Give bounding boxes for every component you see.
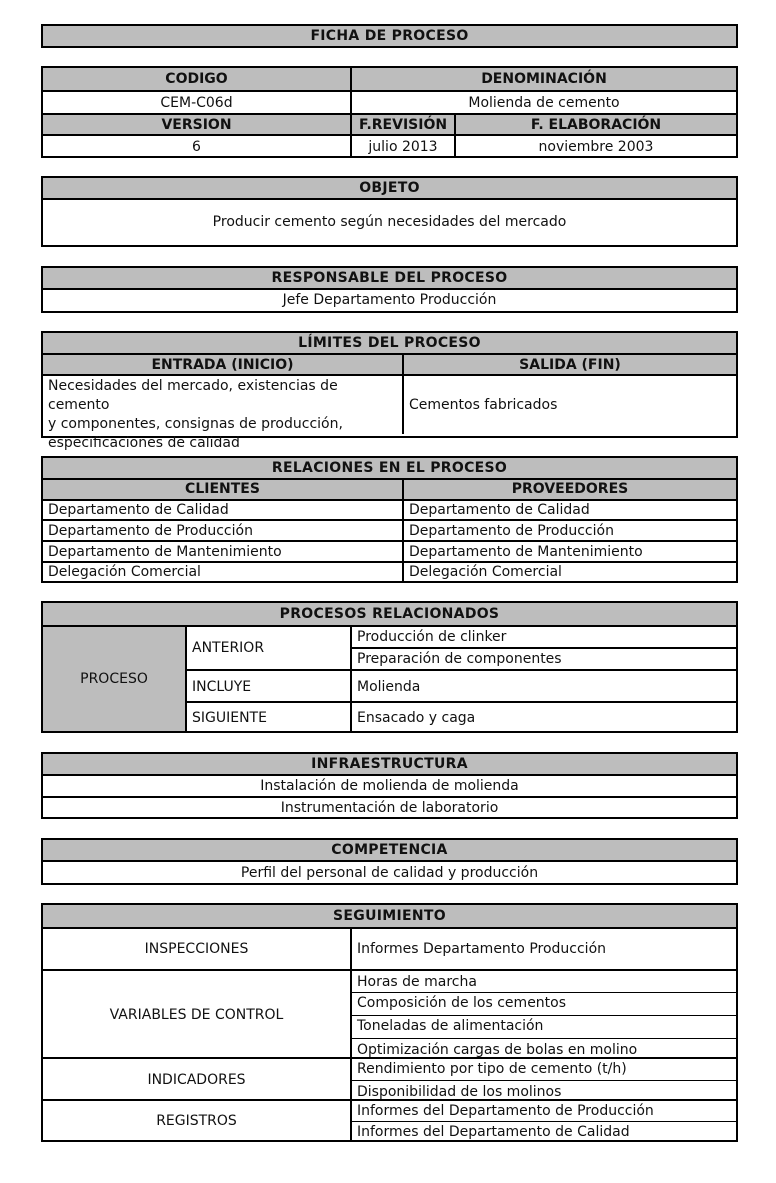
variable-item: Horas de marcha — [357, 974, 477, 990]
frevision-value: julio 2013 — [352, 136, 456, 156]
inspecciones-label: INSPECCIONES — [43, 929, 352, 969]
relaciones-title: RELACIONES EN EL PROCESO — [43, 458, 736, 480]
codigo-label: CODIGO — [43, 68, 352, 90]
version-value: 6 — [43, 136, 352, 156]
proveedor-item: Departamento de Calidad — [409, 502, 590, 518]
relaciones-block — [41, 456, 738, 583]
entrada-line: especificaciones de calidad — [48, 435, 240, 451]
registros-label: REGISTROS — [43, 1101, 352, 1140]
proveedor-item: Departamento de Mantenimiento — [409, 544, 643, 560]
objeto-block — [41, 176, 738, 247]
infra-item: Instrumentación de laboratorio — [43, 796, 736, 819]
objeto-title: OBJETO — [43, 178, 736, 200]
codigo-value: CEM-C06d — [43, 92, 352, 113]
competencia-text: Perfil del personal de calidad y producción — [240, 865, 539, 881]
siguiente-label: SIGUIENTE — [187, 703, 352, 731]
denominacion-label: DENOMINACIÓN — [352, 68, 736, 90]
proveedor-item: Departamento de Producción — [409, 523, 614, 539]
procesos-title: PROCESOS RELACIONADOS — [43, 603, 736, 627]
ficha-title-block — [41, 24, 738, 48]
proveedores-label: PROVEEDORES — [404, 480, 736, 499]
cliente-item: Delegación Comercial — [43, 563, 404, 581]
ident-block — [41, 66, 738, 158]
frevision-label: F.REVISIÓN — [352, 115, 456, 134]
felaboracion-value: noviembre 2003 — [538, 139, 654, 155]
entrada-line: Necesidades del mercado, existencias de cemento — [48, 378, 338, 413]
variable-item: Toneladas de alimentación — [352, 1015, 736, 1038]
salida-text: Cementos fabricados — [409, 397, 558, 413]
infra-block — [41, 752, 738, 819]
entrada-label: ENTRADA (INICIO) — [43, 355, 404, 374]
anterior-item: Producción de clinker — [357, 629, 507, 645]
clientes-label: CLIENTES — [43, 480, 404, 499]
procesos-block — [41, 601, 738, 733]
indicador-item: Disponibilidad de los molinos — [352, 1080, 736, 1102]
denominacion-value: Molienda de cemento — [468, 95, 620, 111]
indicadores-label: INDICADORES — [43, 1059, 352, 1099]
seguimiento-title: SEGUIMIENTO — [43, 905, 736, 929]
variable-item: Optimización cargas de bolas en molino — [352, 1038, 736, 1060]
felaboracion-label: F. ELABORACIÓN — [456, 115, 736, 134]
cliente-item: Departamento de Mantenimiento — [43, 542, 404, 561]
proveedor-item: Delegación Comercial — [409, 564, 562, 580]
entrada-text — [43, 376, 404, 451]
proceso-label: PROCESO — [43, 627, 187, 731]
indicador-item: Rendimiento por tipo de cemento (t/h) — [357, 1061, 627, 1077]
infra-item: Instalación de molienda de molienda — [260, 778, 519, 794]
competencia-title: COMPETENCIA — [43, 840, 736, 862]
responsable-text: Jefe Departamento Producción — [282, 292, 497, 308]
responsable-title: RESPONSABLE DEL PROCESO — [43, 268, 736, 290]
entrada-line: y componentes, consignas de producción, — [48, 416, 343, 432]
version-label: VERSION — [43, 115, 352, 134]
siguiente-value: Ensacado y caga — [357, 710, 476, 726]
registro-item: Informes del Departamento de Producción — [357, 1103, 654, 1119]
cliente-item: Departamento de Producción — [43, 521, 404, 540]
variable-item: Composición de los cementos — [352, 992, 736, 1015]
anterior-item: Preparación de componentes — [352, 647, 736, 671]
competencia-block — [41, 838, 738, 885]
seguimiento-block — [41, 903, 738, 1142]
limites-title: LÍMITES DEL PROCESO — [43, 333, 736, 355]
ficha-title: FICHA DE PROCESO — [43, 26, 736, 46]
responsable-block — [41, 266, 738, 313]
infra-title: INFRAESTRUCTURA — [43, 754, 736, 776]
objeto-text: Producir cemento según necesidades del mercado — [212, 214, 567, 230]
anterior-label: ANTERIOR — [187, 627, 352, 669]
salida-label: SALIDA (FIN) — [404, 355, 736, 374]
registro-item: Informes del Departamento de Calidad — [352, 1121, 736, 1143]
inspecciones-value: Informes Departamento Producción — [357, 941, 607, 957]
limites-block — [41, 331, 738, 451]
incluye-value: Molienda — [357, 679, 421, 695]
cliente-item: Departamento de Calidad — [43, 501, 404, 519]
variables-label: VARIABLES DE CONTROL — [43, 971, 352, 1057]
incluye-label: INCLUYE — [187, 671, 352, 701]
